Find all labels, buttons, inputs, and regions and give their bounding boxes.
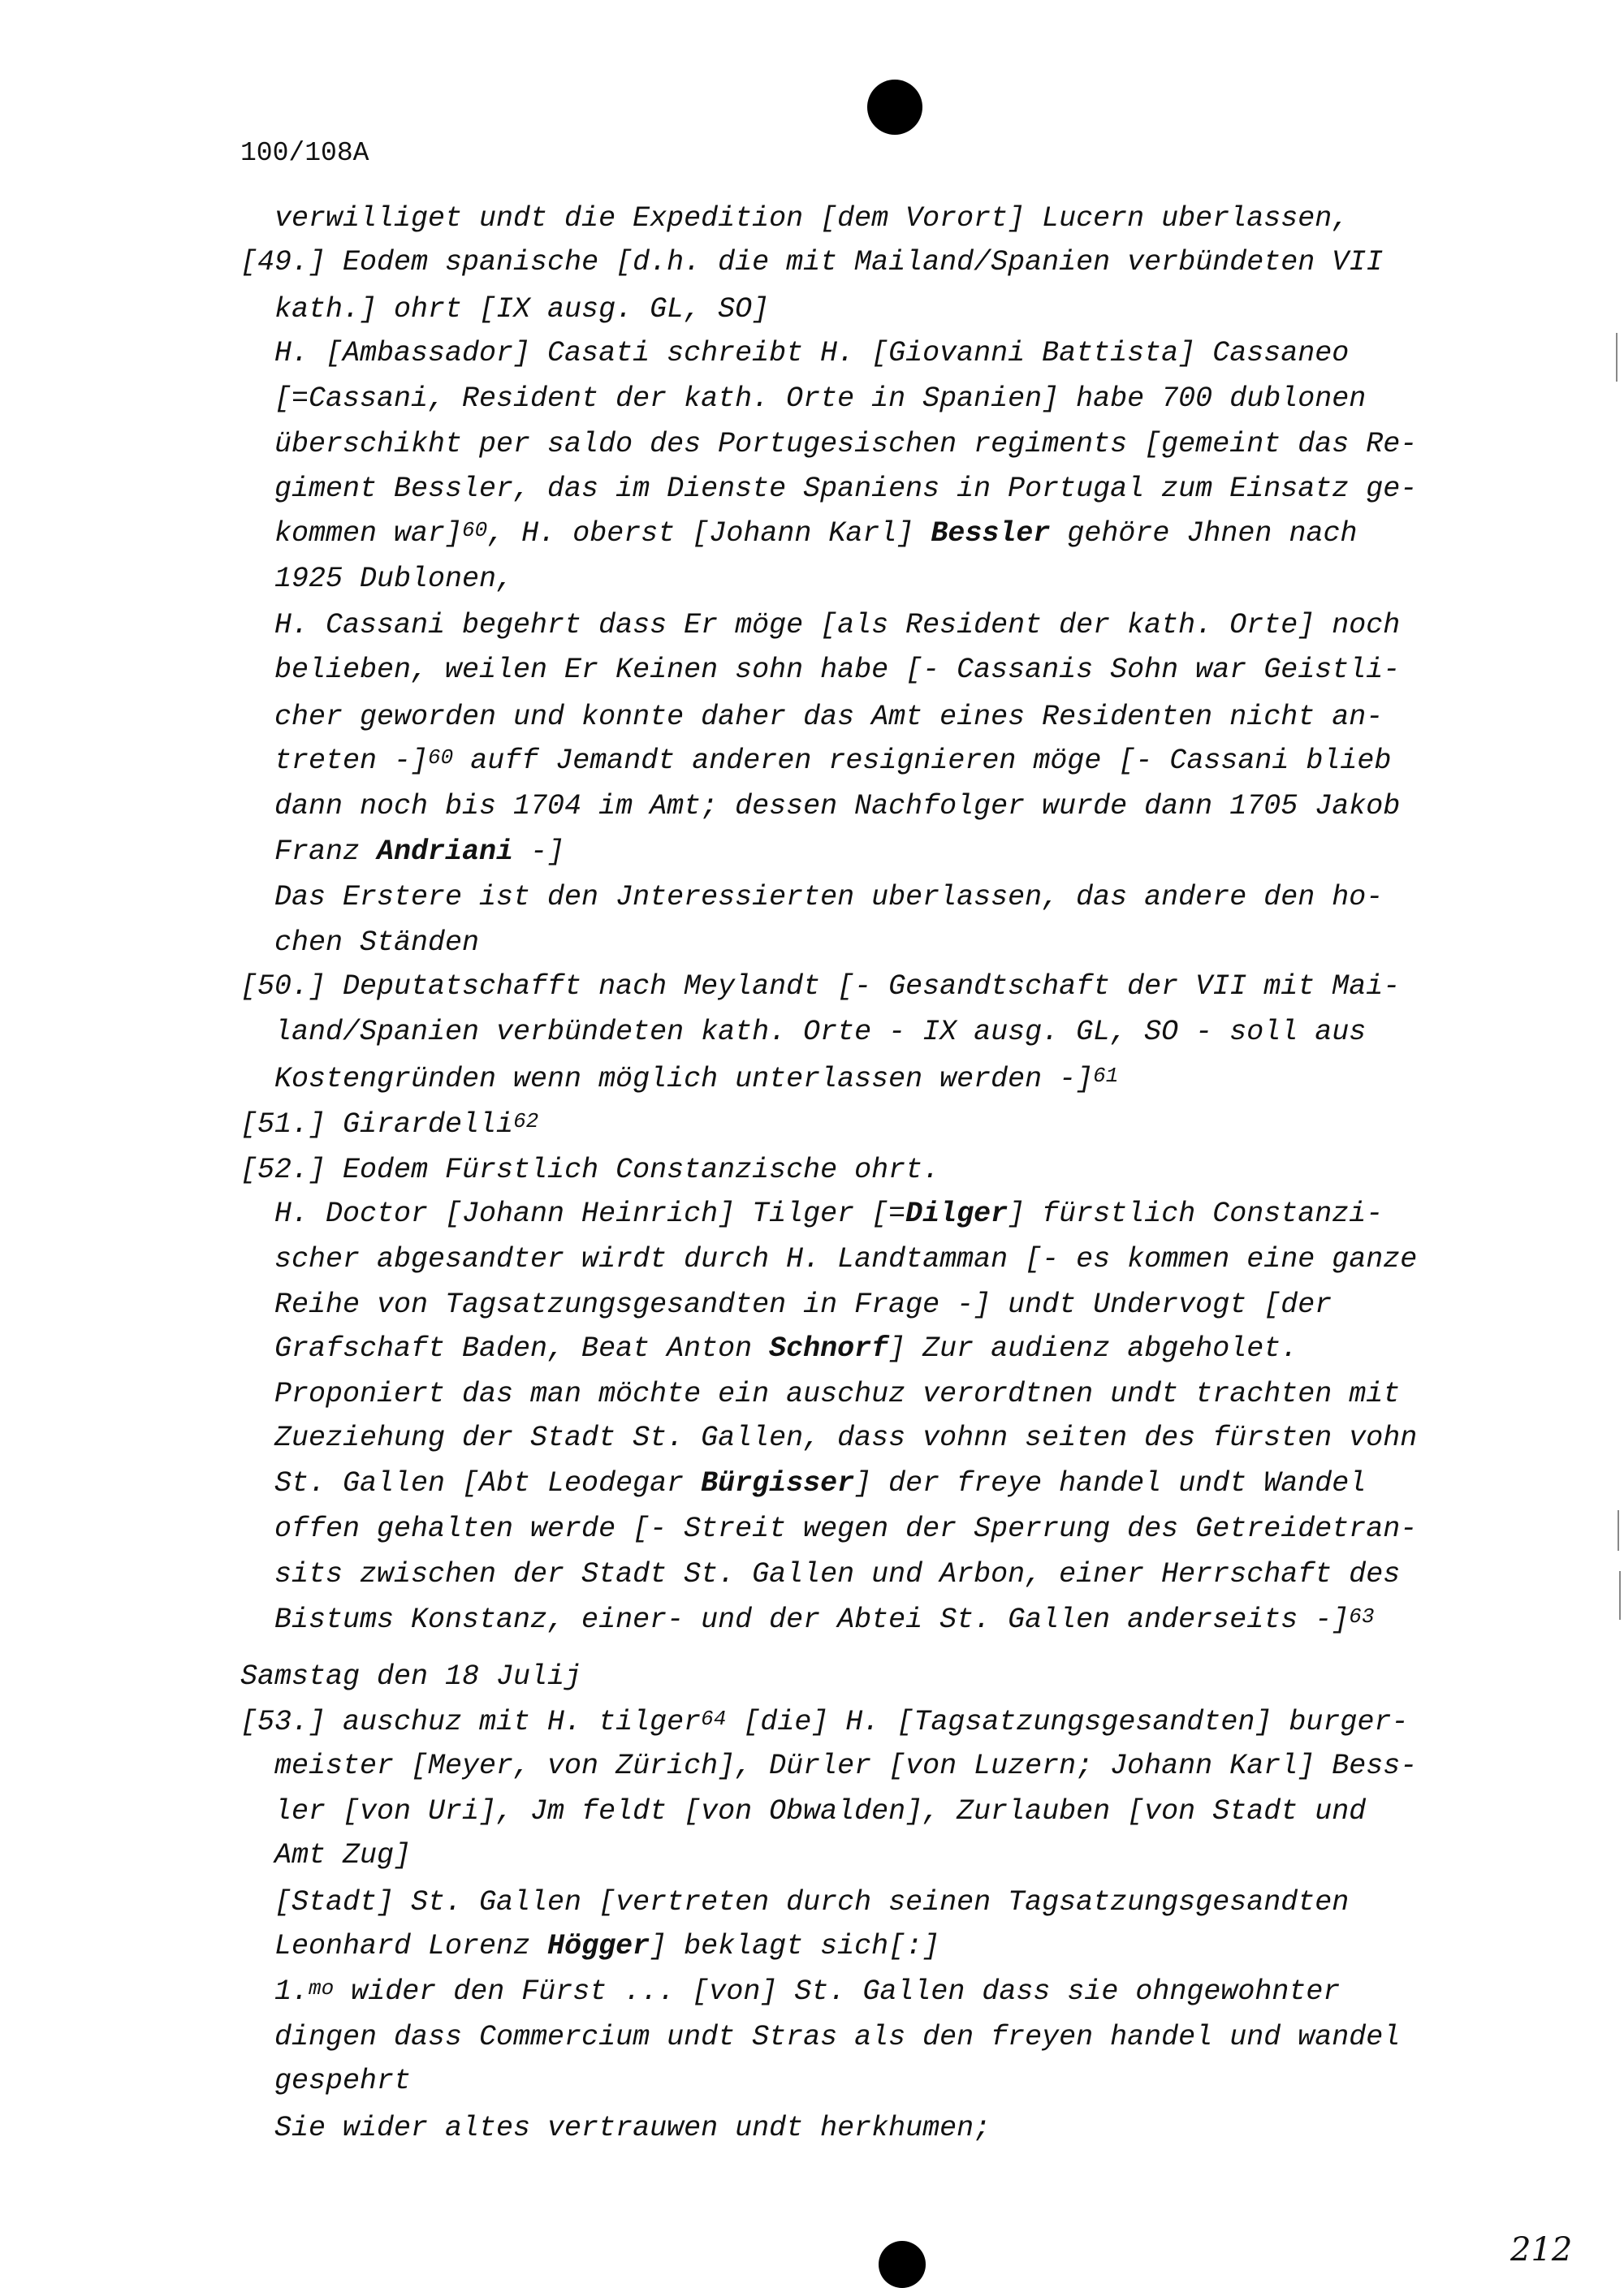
text-line (274, 1200, 1383, 1228)
text-segment: wider den Fürst ... [von] St. Gallen dass sie ohngewohnter (334, 1975, 1341, 2008)
text-segment: [die] H. [Tagsatzungsgesandten] burger- (726, 1706, 1409, 1738)
text-segment: 1. (274, 1975, 309, 2008)
text-segment: Franz (274, 835, 378, 868)
text-segment: H. Cassani begehrt dass Er möge [als Resident der kath. Orte] noch (274, 609, 1401, 641)
text-segment: ] der freye handel undt Wandel (854, 1467, 1367, 1500)
text-segment: Kostengründen wenn möglich unterlassen werden -] (274, 1063, 1094, 1095)
text-segment: Das Erstere ist den Jnteressierten uberlassen, das andere den ho- (274, 881, 1384, 913)
text-segment: Amt Zug] (274, 1839, 412, 1871)
text-segment: [=Cassani, Resident der kath. Orte in Spanien] habe 700 dublonen (274, 382, 1367, 415)
punch-hole-top (867, 80, 922, 135)
text-segment: ler [von Uri], Jm feldt [von Obwalden], Zurlauben [von Stadt und (274, 1795, 1367, 1828)
text-line (240, 1660, 582, 1693)
text-line (274, 475, 1417, 503)
name-bold: Dilger (905, 1198, 1009, 1230)
name-bold: Bürgisser (701, 1467, 855, 1500)
text-line (274, 1467, 1367, 1500)
footnote-ref: 64 (701, 1707, 727, 1731)
text-segment: [51.] Girardelli (240, 1108, 514, 1141)
text-segment: überschikht per saldo des Portugesischen regiments [gemeint das Re- (274, 428, 1418, 460)
text-segment: -] (513, 835, 565, 868)
text-segment: [53.] auschuz mit H. tilger (240, 1706, 702, 1738)
text-segment: offen gehalten werde [- Streit wegen der Sperrung des Getreidetran- (274, 1513, 1418, 1545)
text-segment: cher geworden und konnte daher das Amt eines Residenten nicht an- (274, 701, 1384, 733)
text-segment: Bistums Konstanz, einer- und der Abtei St. Gallen anderseits -] (274, 1604, 1350, 1636)
text-segment: 1925 Dublonen, (274, 563, 514, 595)
text-line (274, 1606, 1374, 1634)
text-line (274, 565, 513, 594)
margin-mark (1618, 1510, 1619, 1551)
text-line (274, 1245, 1417, 1274)
text-line (240, 970, 1401, 1003)
document-reference: 100/108A (240, 138, 369, 168)
text-line (274, 1795, 1367, 1828)
text-segment: Reihe von Tagsatzungsgesandten in Frage -] undt Undervogt [der (274, 1289, 1332, 1321)
text-segment: scher abgesandter wirdt durch H. Landtamman [- es kommen eine ganze (274, 1243, 1418, 1276)
text-line (274, 1752, 1417, 1781)
handwritten-page-number: 212 (1510, 2231, 1573, 2269)
text-segment: ] Zur audienz abgeholet. (888, 1332, 1298, 1365)
text-segment: , H. oberst [Johann Karl] (487, 517, 931, 550)
text-line (274, 1558, 1401, 1591)
text-segment: meister [Meyer, von Zürich], Dürler [von Luzern; Johann Karl] Bess- (274, 1750, 1418, 1782)
text-line (274, 656, 1400, 684)
text-line (274, 1332, 1298, 1365)
text-segment: treten -] (274, 745, 429, 777)
footnote-ref: 61 (1093, 1064, 1119, 1088)
text-line (274, 835, 565, 868)
text-line (274, 430, 1417, 459)
text-segment: ] beklagt sich[:] (650, 1930, 940, 1962)
text-segment: chen Ständen (274, 926, 480, 959)
text-segment: H. [Ambassador] Casati schreibt H. [Giovanni Battista] Cassaneo (274, 337, 1350, 369)
text-segment: St. Gallen [Abt Leodegar (274, 1467, 702, 1500)
text-line (274, 792, 1400, 821)
text-line (274, 883, 1383, 912)
text-segment: giment Bessler, das im Dienste Spaniens in Portugal zum Einsatz ge- (274, 473, 1418, 505)
text-segment: [49.] Eodem spanische [d.h. die mit Mailand/Spanien verbündeten VII (240, 246, 1384, 278)
text-line (274, 1841, 411, 1870)
text-line (274, 382, 1367, 415)
text-line (274, 1886, 1350, 1919)
name-bold: Schnorf (769, 1332, 889, 1365)
footnote-ref: 62 (513, 1109, 539, 1133)
text-line (274, 1515, 1417, 1543)
text-segment: Proponiert das man möchte ein auschuz verordtnen undt trachten mit (274, 1378, 1401, 1410)
text-line (240, 1708, 1408, 1737)
text-segment: Leonhard Lorenz (274, 1930, 548, 1962)
text-line (274, 293, 770, 326)
text-line (274, 703, 1383, 732)
text-line (274, 1380, 1400, 1409)
text-line (274, 1291, 1332, 1319)
text-line (274, 1424, 1417, 1453)
text-segment: [52.] Eodem Fürstlich Constanzische ohrt. (240, 1154, 940, 1186)
text-line (274, 1975, 1341, 2008)
name-bold: Högger (547, 1930, 650, 1962)
margin-mark (1616, 333, 1618, 382)
text-segment: kath.] ohrt [IX ausg. GL, SO] (274, 293, 770, 326)
text-segment: Samstag den 18 Julij (240, 1660, 582, 1693)
text-line (274, 611, 1400, 640)
text-segment: gespehrt (274, 2065, 412, 2097)
text-segment: Grafschaft Baden, Beat Anton (274, 1332, 770, 1365)
text-line (274, 2023, 1400, 2052)
name-bold: Andriani (377, 835, 514, 868)
text-line (240, 248, 1383, 277)
footnote-ref: mo (309, 1976, 335, 2001)
text-line (274, 2067, 411, 2096)
punch-hole-bottom (879, 2241, 926, 2288)
text-line (240, 1156, 939, 1185)
text-segment: dann noch bis 1704 im Amt; dessen Nachfolger wurde dann 1705 Jakob (274, 790, 1401, 822)
text-segment: gehöre Jhnen nach (1050, 517, 1358, 550)
text-line (274, 1065, 1118, 1094)
text-line (274, 202, 1350, 235)
text-segment: H. Doctor [Johann Heinrich] Tilger [= (274, 1198, 906, 1230)
margin-mark (1619, 1571, 1621, 1620)
text-line (274, 2114, 991, 2143)
footnote-ref: 63 (1349, 1604, 1375, 1629)
text-segment: auff Jemandt anderen resignieren möge [- Cassani blieb (453, 745, 1392, 777)
text-line (274, 517, 1358, 550)
text-segment: verwilliget undt die Expedition [dem Vorort] Lucern uberlassen, (274, 202, 1350, 235)
text-line (274, 1932, 939, 1961)
text-line (240, 1108, 539, 1141)
text-line (274, 339, 1349, 368)
text-segment: land/Spanien verbündeten kath. Orte - IX ausg. GL, SO - soll aus (274, 1016, 1367, 1048)
text-segment: sits zwischen der Stadt St. Gallen und Arbon, einer Herrschaft des (274, 1558, 1401, 1591)
footnote-ref: 60 (428, 745, 454, 770)
text-segment: ] fürstlich Constanzi- (1008, 1198, 1384, 1230)
text-segment: [50.] Deputatschafft nach Meylandt [- Gesandtschaft der VII mit Mai- (240, 970, 1401, 1003)
text-line (274, 747, 1391, 775)
text-segment: belieben, weilen Er Keinen sohn habe [- Cassanis Sohn war Geistli- (274, 654, 1401, 686)
text-segment: kommen war] (274, 517, 463, 550)
footnote-ref: 60 (462, 518, 488, 542)
text-segment: dingen dass Commercium undt Stras als den freyen handel und wandel (274, 2021, 1401, 2053)
text-line (274, 1018, 1366, 1047)
text-line (274, 926, 480, 959)
text-segment: Zueziehung der Stadt St. Gallen, dass vohnn seiten des fürsten vohn (274, 1422, 1418, 1454)
text-segment: Sie wider altes vertrauwen undt herkhumen; (274, 2112, 991, 2144)
text-segment: [Stadt] St. Gallen [vertreten durch seinen Tagsatzungsgesandten (274, 1886, 1350, 1919)
name-bold: Bessler (931, 517, 1051, 550)
